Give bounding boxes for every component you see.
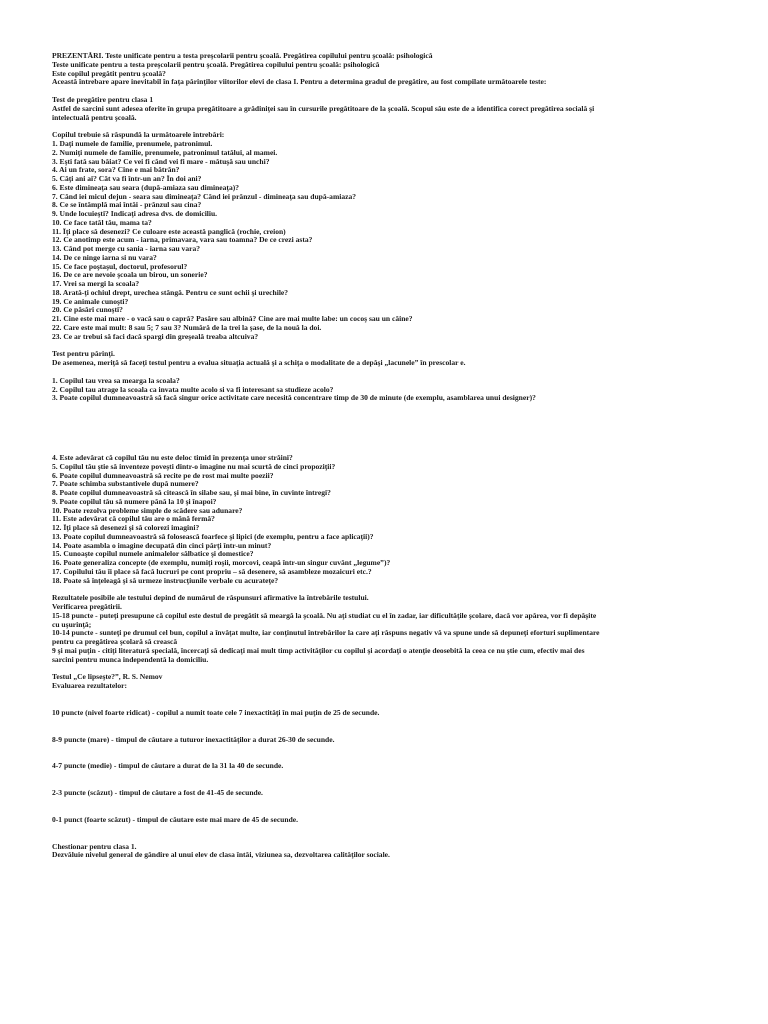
intro-section — [52, 52, 738, 87]
score-item: 8-9 puncte (mare) - timpul de căutare a tuturor inexactităţilor a durat 26-30 de secunde. — [52, 735, 335, 744]
parents-question: 2. Copilul tau atrage la scoala ca invata multe acolo si va fi interesant sa studieze acolo? — [52, 385, 334, 394]
parents-question: 1. Copilul tau vrea sa mearga la scoala? — [52, 376, 180, 385]
parents-question: 9. Poate copilul tău să numere până la 10 şi înapoi? — [52, 497, 217, 506]
question-item: 10. Ce face tatăl tău, mama ta? — [52, 218, 152, 227]
test-section — [52, 96, 738, 122]
parents-question: 14. Poate asambla o imagine decupată din cinci părţi într-un minut? — [52, 541, 272, 550]
score-item: 10 puncte (nivel foarte ridicat) - copilul a numit toate cele 7 inexactităţi în mai puţin de 25 de secunde. — [52, 708, 380, 717]
results-line: sarcini pentru munca independentă la domiciliu. — [52, 655, 209, 664]
question-item: 4. Ai un frate, sora? Cine e mai bătrân? — [52, 166, 180, 175]
closing-description: Dezvăluie nivelul general de gândire al unui elev de clasa întâi, viziunea sa, dezvoltarea calităţilor sociale. — [52, 851, 390, 860]
question-item: 8. Ce se întâmplă mai întâi - prânzul sau cina? — [52, 201, 202, 210]
parents-question: 8. Poate copilul dumneavoastră să citească în silabe sau, şi mai bine, în cuvinte întregi? — [52, 489, 331, 497]
child-questions — [52, 131, 738, 341]
question-item: 16. De ce are nevoie şcoala un birou, un sonerie? — [52, 271, 208, 280]
parents-question: 11. Este adevărat că copilul tău are o mână fermă? — [52, 515, 215, 524]
closing-section — [52, 843, 738, 861]
parents-question: 18. Poate să înţeleagă şi să urmeze instrucţiunile verbale cu acurateţe? — [52, 576, 279, 585]
question-item: 12. Ce anotimp este acum - iarna, primavara, vara sau toamna? De ce crezi asta? — [52, 236, 313, 245]
question-item: 18. Arată-ţi ochiul drept, urechea stângă. Pentru ce sunt ochii şi urechile? — [52, 288, 289, 297]
results-line: 10-14 puncte - sunteţi pe drumul cel bun, copilul a învăţat multe, iar conţinutul întrebărilor la care aţi răspuns negativ vă va spune unde să depuneţi eforturi suplimentare — [52, 629, 600, 638]
question-item: 9. Unde locuieşti? Indicaţi adresa dvs. de domiciliu. — [52, 210, 218, 218]
score-item: 4-7 puncte (medie) - timpul de căutare a durat de la 31 la 40 de secunde. — [52, 762, 284, 771]
parents-intro: De asemenea, meriţă să faceţi testul pentru a evalua situaţia actuală şi a schiţa o modalitate de a depăşi „lacunele” în prescolar e. — [52, 359, 466, 367]
results-line: Verificarea pregătirii. — [52, 603, 122, 611]
score-item: 2-3 puncte (scăzut) - timpul de căutare a fost de 41-45 de secunde. — [52, 789, 263, 797]
question-item: 14. De ce ninge iarna si nu vara? — [52, 253, 157, 262]
question-item: 20. Ce păsări cunoşti? — [52, 306, 123, 315]
parents-question: 12. Îţi place să desenezi şi să colorezi imagini? — [52, 524, 200, 532]
parents-question: 5. Copilul tău ştie să inventeze poveşti dintr-o imagine nu mai scurtă de cinci propoziţii? — [52, 462, 336, 471]
parents-questions-continued — [52, 454, 738, 585]
parents-question: 10. Poate rezolva probleme simple de scădere sau adunare? — [52, 506, 243, 515]
question-item: 5. Câţi ani ai? Cât va fi într-un an? În doi ani? — [52, 175, 202, 183]
intro-line: Este copilul pregătit pentru şcoală? — [52, 69, 166, 78]
question-item: 1. Daţi numele de familie, prenumele, patronimul. — [52, 140, 213, 148]
question-item: 7. Când iei micul dejun - seara sau dimineaţa? Când iei prânzul - dimineaţa sau după-amiaza? — [52, 192, 356, 201]
parents-question: 4. Este adevărat că copilul tău nu este deloc timid în prezenţa unor străini? — [52, 454, 293, 462]
parents-question: 6. Poate copilul dumneavoastră să recite pe de rost mai multe poezii? — [52, 471, 274, 480]
parents-question: 16. Poate generaliza concepte (de exemplu, numiţi roşii, morcovi, ceapă într-un singur cuvânt „legume”)? — [52, 559, 391, 567]
parents-title: Test pentru părinţi. — [52, 350, 115, 359]
question-item: 19. Ce animale cunoşti? — [52, 297, 129, 306]
parents-question: 7. Poate schimba substantivele după numere? — [52, 480, 199, 489]
parents-question: 13. Poate copilul dumneavoastră să folosească foarfece şi lipici (de exemplu, pentru a face aplicaţii)? — [52, 532, 374, 541]
nemov-title: Testul „Ce lipseşte?”, R. S. Nemov — [52, 673, 163, 682]
question-item: 2. Numiţi numele de familie, prenumele, patronimul tatălui, al mamei. — [52, 148, 278, 157]
intro-line: Teste unificate pentru a testa preşcolarii pentru şcoală. Pregătirea copilului pentru şcoală: psihologică — [52, 60, 380, 69]
closing-title: Chestionar pentru clasa 1. — [52, 842, 137, 851]
test-description: Astfel de sarcini sunt adesea oferite în grupa pregătitoare a grădiniţei sau în cursurile pregătitoare de la şcoală. Scopul său este de a identifica corect pregătirea socială şi — [52, 104, 595, 113]
question-item: 22. Care este mai mult: 8 sau 5; 7 sau 3? Numără de la trei la şase, de la nouă la doi. — [52, 323, 322, 332]
parents-question: 15. Cunoaşte copilul numele animalelor sălbatice şi domestice? — [52, 550, 254, 559]
question-item: 17. Vrei sa mergi la scoala? — [52, 280, 140, 288]
results-line: 9 şi mai puţin - citiţi literatură specială, încercaţi să dedicaţi mai mult timp activităţilor cu copilul şi acordaţi o atenţie deosebită la ceea ce nu ştie cum, efectiv mai des — [52, 646, 585, 655]
test-title: Test de pregătire pentru clasa 1 — [52, 96, 154, 104]
nemov-section — [52, 673, 738, 691]
results-line: 15-18 puncte - puteţi presupune că copilul este destul de pregătit să meargă la şcoală. Nu aţi studiat cu el în zadar, iar dificultăţile şcolare, dacă vor apărea, vor fi depăşite — [52, 611, 597, 620]
score-item: 0-1 punct (foarte scăzut) - timpul de căutare este mai mare de 45 de secunde. — [52, 815, 298, 824]
questions-title: Copilul trebuie să răspundă la următoarele întrebări: — [52, 131, 225, 140]
question-item: 3. Eşti fată sau băiat? Ce vei fi când vei fi mare - mătuşă sau unchi? — [52, 157, 270, 166]
question-item: 6. Este dimineaţa sau seara (după-amiaza sau dimineaţa)? — [52, 183, 239, 192]
question-item: 13. Când pot merge cu sania - iarna sau vara? — [52, 245, 201, 253]
nemov-subtitle: Evaluarea rezultatelor: — [52, 682, 127, 690]
parents-section — [52, 350, 738, 403]
intro-line: Această întrebare apare inevitabil în faţa părinţilor viitorilor elevi de clasa I. Pentru a determina gradul de pregătire, au fost compilate următoarele teste: — [52, 78, 547, 87]
parents-question: 17. Copilului tău îi place să facă lucruri pe cont propriu – să desenere, să asambleze mozaicuri etc.? — [52, 567, 372, 576]
question-item: 11. Îţi place să desenezi? Ce culoare este această panglică (rochie, creion) — [52, 227, 286, 236]
results-line: Rezultatele posibile ale testului depind de numărul de răspunsuri afirmative la întrebările testului. — [52, 594, 369, 603]
results-line: cu uşurinţă; — [52, 620, 92, 629]
intro-line: PREZENTĂRI. Teste unificate pentru a testa preşcolarii pentru şcoală. Pregătirea copilului pentru şcoală: psihologică — [52, 52, 433, 60]
results-section — [52, 594, 738, 664]
question-item: 21. Cine este mai mare - o vacă sau o capră? Pasăre sau albină? Cine are mai multe labe: un cocoş sau un câine? — [52, 315, 413, 323]
question-item: 15. Ce face poştaşul, doctorul, profesorul? — [52, 262, 188, 271]
parents-question: 3. Poate copilul dumneavoastră să facă singur orice activitate care necesită concentrare timp de 30 de minute (de exemplu, asamblarea unui designer)? — [52, 394, 536, 403]
results-line: pentru ca pregătirea şcolară să crească — [52, 638, 178, 646]
question-item: 23. Ce ar trebui să faci dacă spargi din greşeală treaba altcuiva? — [52, 332, 259, 341]
test-description: intelectuală pentru şcoală. — [52, 113, 137, 122]
